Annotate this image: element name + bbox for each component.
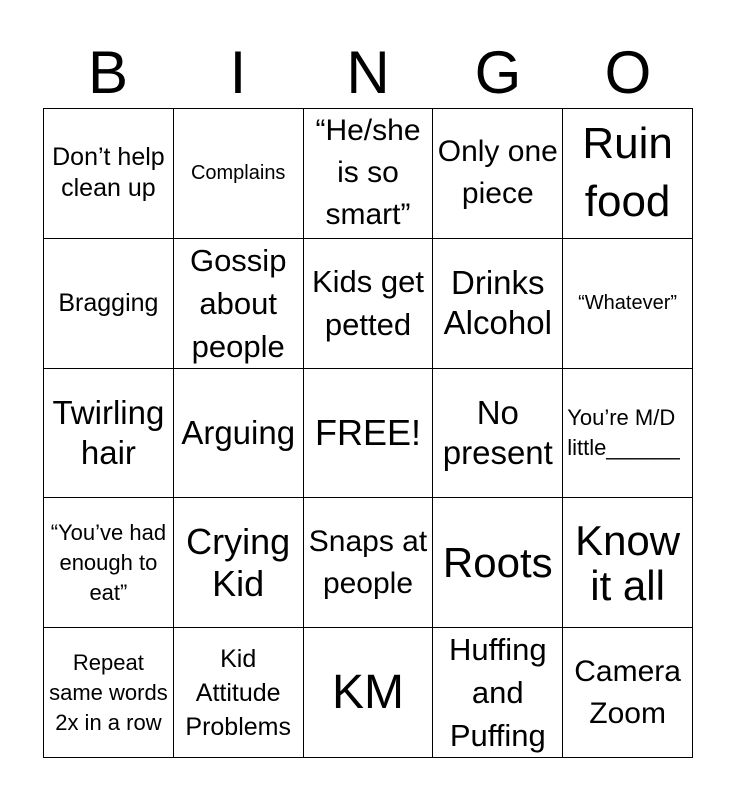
bingo-cell[interactable] <box>563 369 693 499</box>
bingo-cell[interactable] <box>304 628 434 758</box>
bingo-cell-text: KM <box>331 665 404 719</box>
bingo-cell[interactable] <box>563 498 693 628</box>
bingo-cell-text: “Whatever” <box>578 291 678 314</box>
bingo-cell[interactable] <box>44 239 174 369</box>
bingo-cell-text: Don’t help clean up <box>52 143 165 203</box>
bingo-cell[interactable] <box>174 239 304 369</box>
bingo-cell[interactable] <box>563 628 693 758</box>
bingo-cell-text: “You’ve had enough to eat” <box>50 519 167 605</box>
bingo-cell[interactable] <box>433 369 563 499</box>
header-letter-n: N <box>346 39 390 106</box>
bingo-cell-text: “He/she is so smart” <box>315 114 421 232</box>
bingo-cell[interactable] <box>174 628 304 758</box>
bingo-cell[interactable] <box>563 109 693 239</box>
bingo-cell-text: Bragging <box>58 288 159 317</box>
bingo-cell-text: Only one piece <box>437 135 558 211</box>
bingo-cell-text: You’re M/D little______ <box>567 404 680 460</box>
bingo-cell[interactable] <box>174 498 304 628</box>
header-letter-b: B <box>87 39 129 106</box>
bingo-cell[interactable] <box>174 369 304 499</box>
bingo-cell[interactable] <box>433 239 563 369</box>
bingo-cell-text: Snaps at people <box>308 524 428 600</box>
bingo-cell[interactable] <box>304 239 434 369</box>
bingo-cell-text: Complains <box>190 161 286 184</box>
bingo-cell-text: Twirling hair <box>52 393 165 471</box>
bingo-cell-text: Huffing and Puffing <box>448 632 547 754</box>
bingo-cell-text: Know it all <box>575 516 681 609</box>
bingo-cell[interactable] <box>44 498 174 628</box>
bingo-cell-text: Roots <box>442 539 553 587</box>
bingo-cell-text: Gossip about people <box>189 242 287 364</box>
bingo-cell[interactable] <box>433 628 563 758</box>
bingo-cell-text: No present <box>442 393 553 471</box>
bingo-cell[interactable] <box>433 498 563 628</box>
bingo-cell-text: Drinks Alcohol <box>443 264 552 342</box>
bingo-cell-text: Kids get petted <box>311 264 424 343</box>
bingo-cell[interactable] <box>174 109 304 239</box>
header-letter-i: I <box>229 39 247 106</box>
header-letter-g: G <box>474 39 522 106</box>
bingo-cell-text: Arguing <box>181 413 296 451</box>
bingo-cell[interactable] <box>44 369 174 499</box>
bingo-cell-text: FREE! <box>314 411 421 453</box>
bingo-cell-text: Ruin food <box>582 119 673 227</box>
bingo-cell[interactable] <box>304 498 434 628</box>
bingo-cell-text: Camera Zoom <box>574 654 681 730</box>
header-letter-o: O <box>604 39 652 106</box>
bingo-cell-text: Crying Kid <box>186 520 291 604</box>
bingo-cell[interactable] <box>44 628 174 758</box>
bingo-cell[interactable] <box>433 109 563 239</box>
bingo-cell[interactable] <box>44 109 174 239</box>
bingo-cell[interactable] <box>563 239 693 369</box>
bingo-cell[interactable] <box>304 369 434 499</box>
bingo-cell-text: Repeat same words 2x in a row <box>49 649 168 735</box>
bingo-header <box>43 40 693 106</box>
bingo-cell-text: Kid Attitude Problems <box>185 644 291 741</box>
bingo-cell[interactable] <box>304 109 434 239</box>
bingo-board <box>43 108 693 758</box>
